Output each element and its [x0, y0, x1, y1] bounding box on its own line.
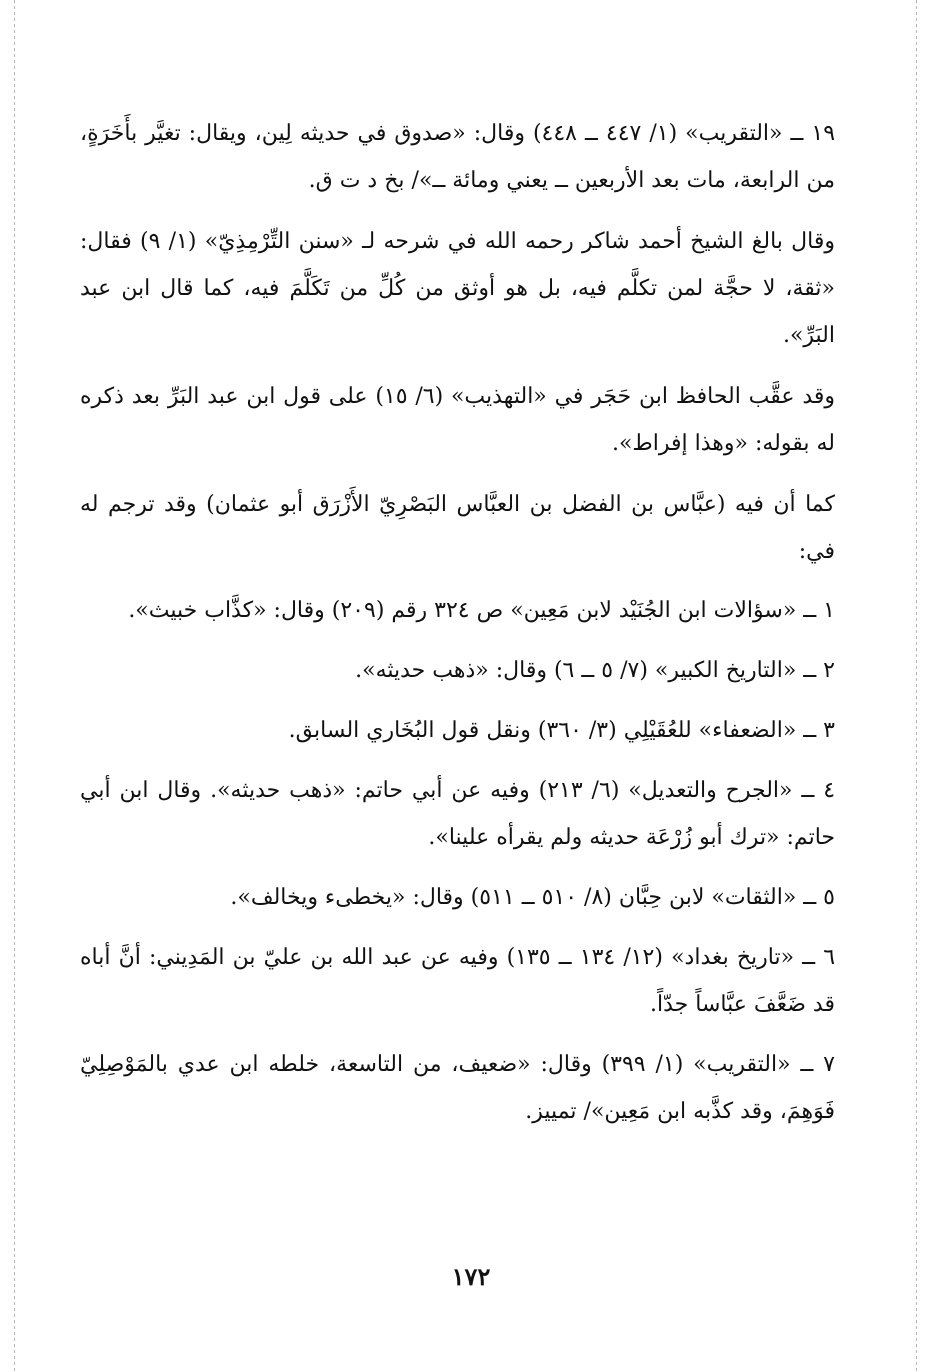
page-body: [80, 110, 835, 1148]
paragraph-3: وقد عقَّب الحافظ ابن حَجَر في «التهذيب» (٦/ ١٥) على قول ابن عبد البَرِّ بعد ذكره له بقوله: «وهذا إفراط».: [80, 384, 836, 456]
list-item-2: ٢ ــ «التاريخ الكبير» (٧/ ٥ ــ ٦) وقال: «ذهب حديثه».: [355, 658, 835, 683]
list-item-5: ٥ ــ «الثقات» لابن حِبَّان (٨/ ٥١٠ ــ ٥١١) وقال: «يخطىء ويخالف».: [230, 885, 835, 910]
list-item-7: ٧ ــ «التقريب» (١/ ٣٩٩) وقال: «ضعيف، من التاسعة، خلطه ابن عدي بالمَوْصِلِيّ فَوَهِمَ، وقد كذَّبه ابن مَعِين»/ تمييز.: [80, 1052, 835, 1124]
paragraph-2: وقال بالغ الشيخ أحمد شاكر رحمه الله في شرحه لـ «سنن التِّرْمِذِيّ» (١/ ٩) فقال: «ثقة، لا حجَّة لمن تكلَّم فيه، بل هو أوثق من كُلِّ من تَكَلَّمَ فيه، كما قال ابن عبد البَرِّ».: [80, 229, 836, 348]
page-number: ١٧٢: [451, 1262, 491, 1291]
scan-edge-right: [916, 0, 917, 1372]
list-item-1: ١ ــ «سؤالات ابن الجُنَيْد لابن مَعِين» ص ٣٢٤ رقم (٢٠٩) وقال: «كذَّاب خبيث».: [128, 598, 835, 623]
paragraph-1: ١٩ ــ «التقريب» (١/ ٤٤٧ ــ ٤٤٨) وقال: «صدوق في حديثه لِين، ويقال: تغيَّر بأَخَرَةٍ، من الرابعة، مات بعد الأربعين ــ يعني ومائة ــ»/ بخ د ت ق.: [80, 121, 836, 193]
list-item-3: ٣ ــ «الضعفاء» للعُقَيْلِي (٣/ ٣٦٠) ونقل قول البُخَاري السابق.: [288, 718, 835, 743]
scan-edge-left: [14, 0, 15, 1372]
list-item-4: ٤ ــ «الجرح والتعديل» (٦/ ٢١٣) وفيه عن أبي حاتم: «ذهب حديثه». وقال ابن أبي حاتم: «ترك أبو زُرْعَة حديثه ولم يقرأه علينا».: [80, 778, 836, 850]
paragraph-4: كما أن فيه (عبَّاس بن الفضل بن العبَّاس البَصْرِيّ الأَزْرَق أبو عثمان) وقد ترجم له في:: [80, 492, 835, 564]
list-item-6: ٦ ــ «تاريخ بغداد» (١٢/ ١٣٤ ــ ١٣٥) وفيه عن عبد الله بن عليّ بن المَدِيني: أنَّ أباه قد ضَعَّفَ عبَّاساً جدّاً.: [80, 945, 836, 1017]
